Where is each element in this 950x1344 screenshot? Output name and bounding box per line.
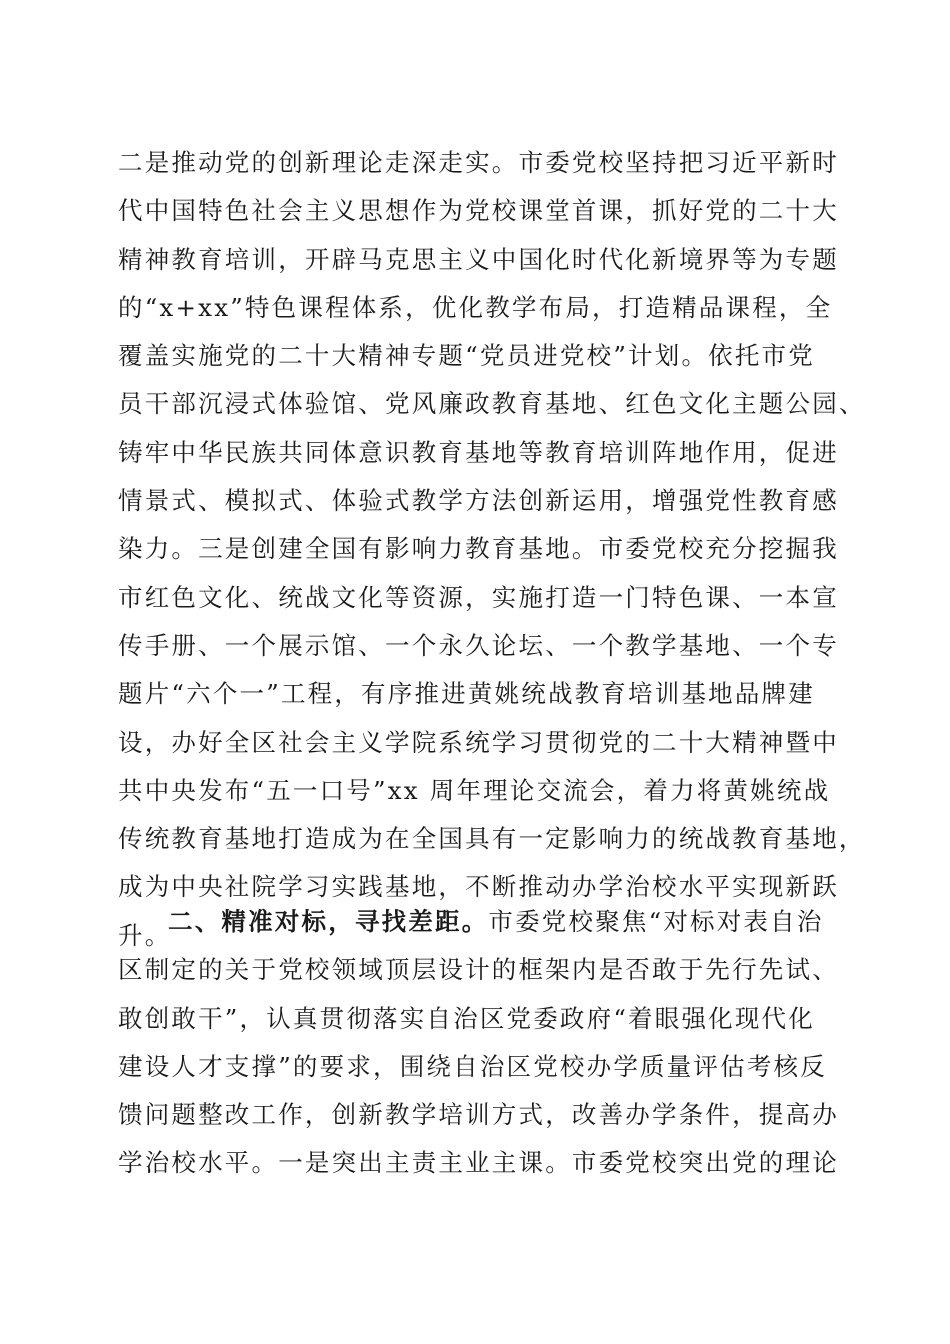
text-line: 覆盖实施党的二十大精神专题“党员进党校”计划。依托市党 [118, 341, 815, 371]
text-line: 成为中央社院学习实践基地，不断推动办学治校水平实现新跃 [118, 872, 839, 902]
text-line: 传统教育基地打造成为在全国具有一定影响力的统战教育基地， [118, 824, 866, 854]
text-line: 市红色文化、统战文化等资源，实施打造一门特色课、一本宣 [118, 582, 839, 612]
text-line: 员干部沉浸式体验馆、党风廉政教育基地、红色文化主题公园、 [118, 389, 866, 419]
text-line: 升。 [118, 920, 172, 950]
text-line: 情景式、模拟式、体验式教学方法创新运用，增强党性教育感 [118, 486, 839, 516]
paragraph-1 [118, 139, 866, 960]
text-line: 建设人才支撑”的要求，围绕自治区党校办学质量评估考核反 [118, 1051, 827, 1081]
text-line: 馈问题整改工作，创新教学培训方式，改善办学条件，提高办 [118, 1100, 839, 1130]
text-line: 敢创敢干”，认真贯彻落实自治区党委政府“着眼强化现代化 [118, 1003, 815, 1033]
text-span: 市委党校聚焦“对标对表自治 [488, 907, 824, 936]
text-line: 共中央发布“五一口号”xx 周年理论交流会，着力将黄姚统战 [118, 775, 831, 805]
section-heading: 二、精准对标，寻找差距。 [168, 907, 489, 936]
text-line: 设，办好全区社会主义学院系统学习贯彻党的二十大精神暨中 [118, 727, 839, 757]
text-line: 代中国特色社会主义思想作为党校课堂首课，抓好党的二十大 [118, 196, 839, 226]
paragraph-2-first-line [118, 898, 838, 946]
text-line: 区制定的关于党校领域顶层设计的框架内是否敢于先行先试、 [118, 955, 839, 985]
text-line: 铸牢中华民族共同体意识教育基地等教育培训阵地作用，促进 [118, 437, 839, 467]
text-line: 题片“六个一”工程，有序推进黄姚统战教育培训基地品牌建 [118, 679, 815, 709]
text-line: 的“x+xx”特色课程体系，优化教学布局，打造精品课程，全 [118, 292, 833, 322]
paragraph-2 [118, 898, 838, 1188]
text-line: 传手册、一个展示馆、一个永久论坛、一个教学基地、一个专 [118, 630, 839, 660]
text-line: 染力。三是创建全国有影响力教育基地。市委党校充分挖掘我 [118, 534, 839, 564]
text-line: 精神教育培训，开辟马克思主义中国化时代化新境界等为专题 [118, 244, 839, 274]
text-line: 学治校水平。一是突出主责主业主课。市委党校突出党的理论 [118, 1148, 839, 1178]
text-line: 二是推动党的创新理论走深走实。市委党校坚持把习近平新时 [118, 148, 839, 177]
